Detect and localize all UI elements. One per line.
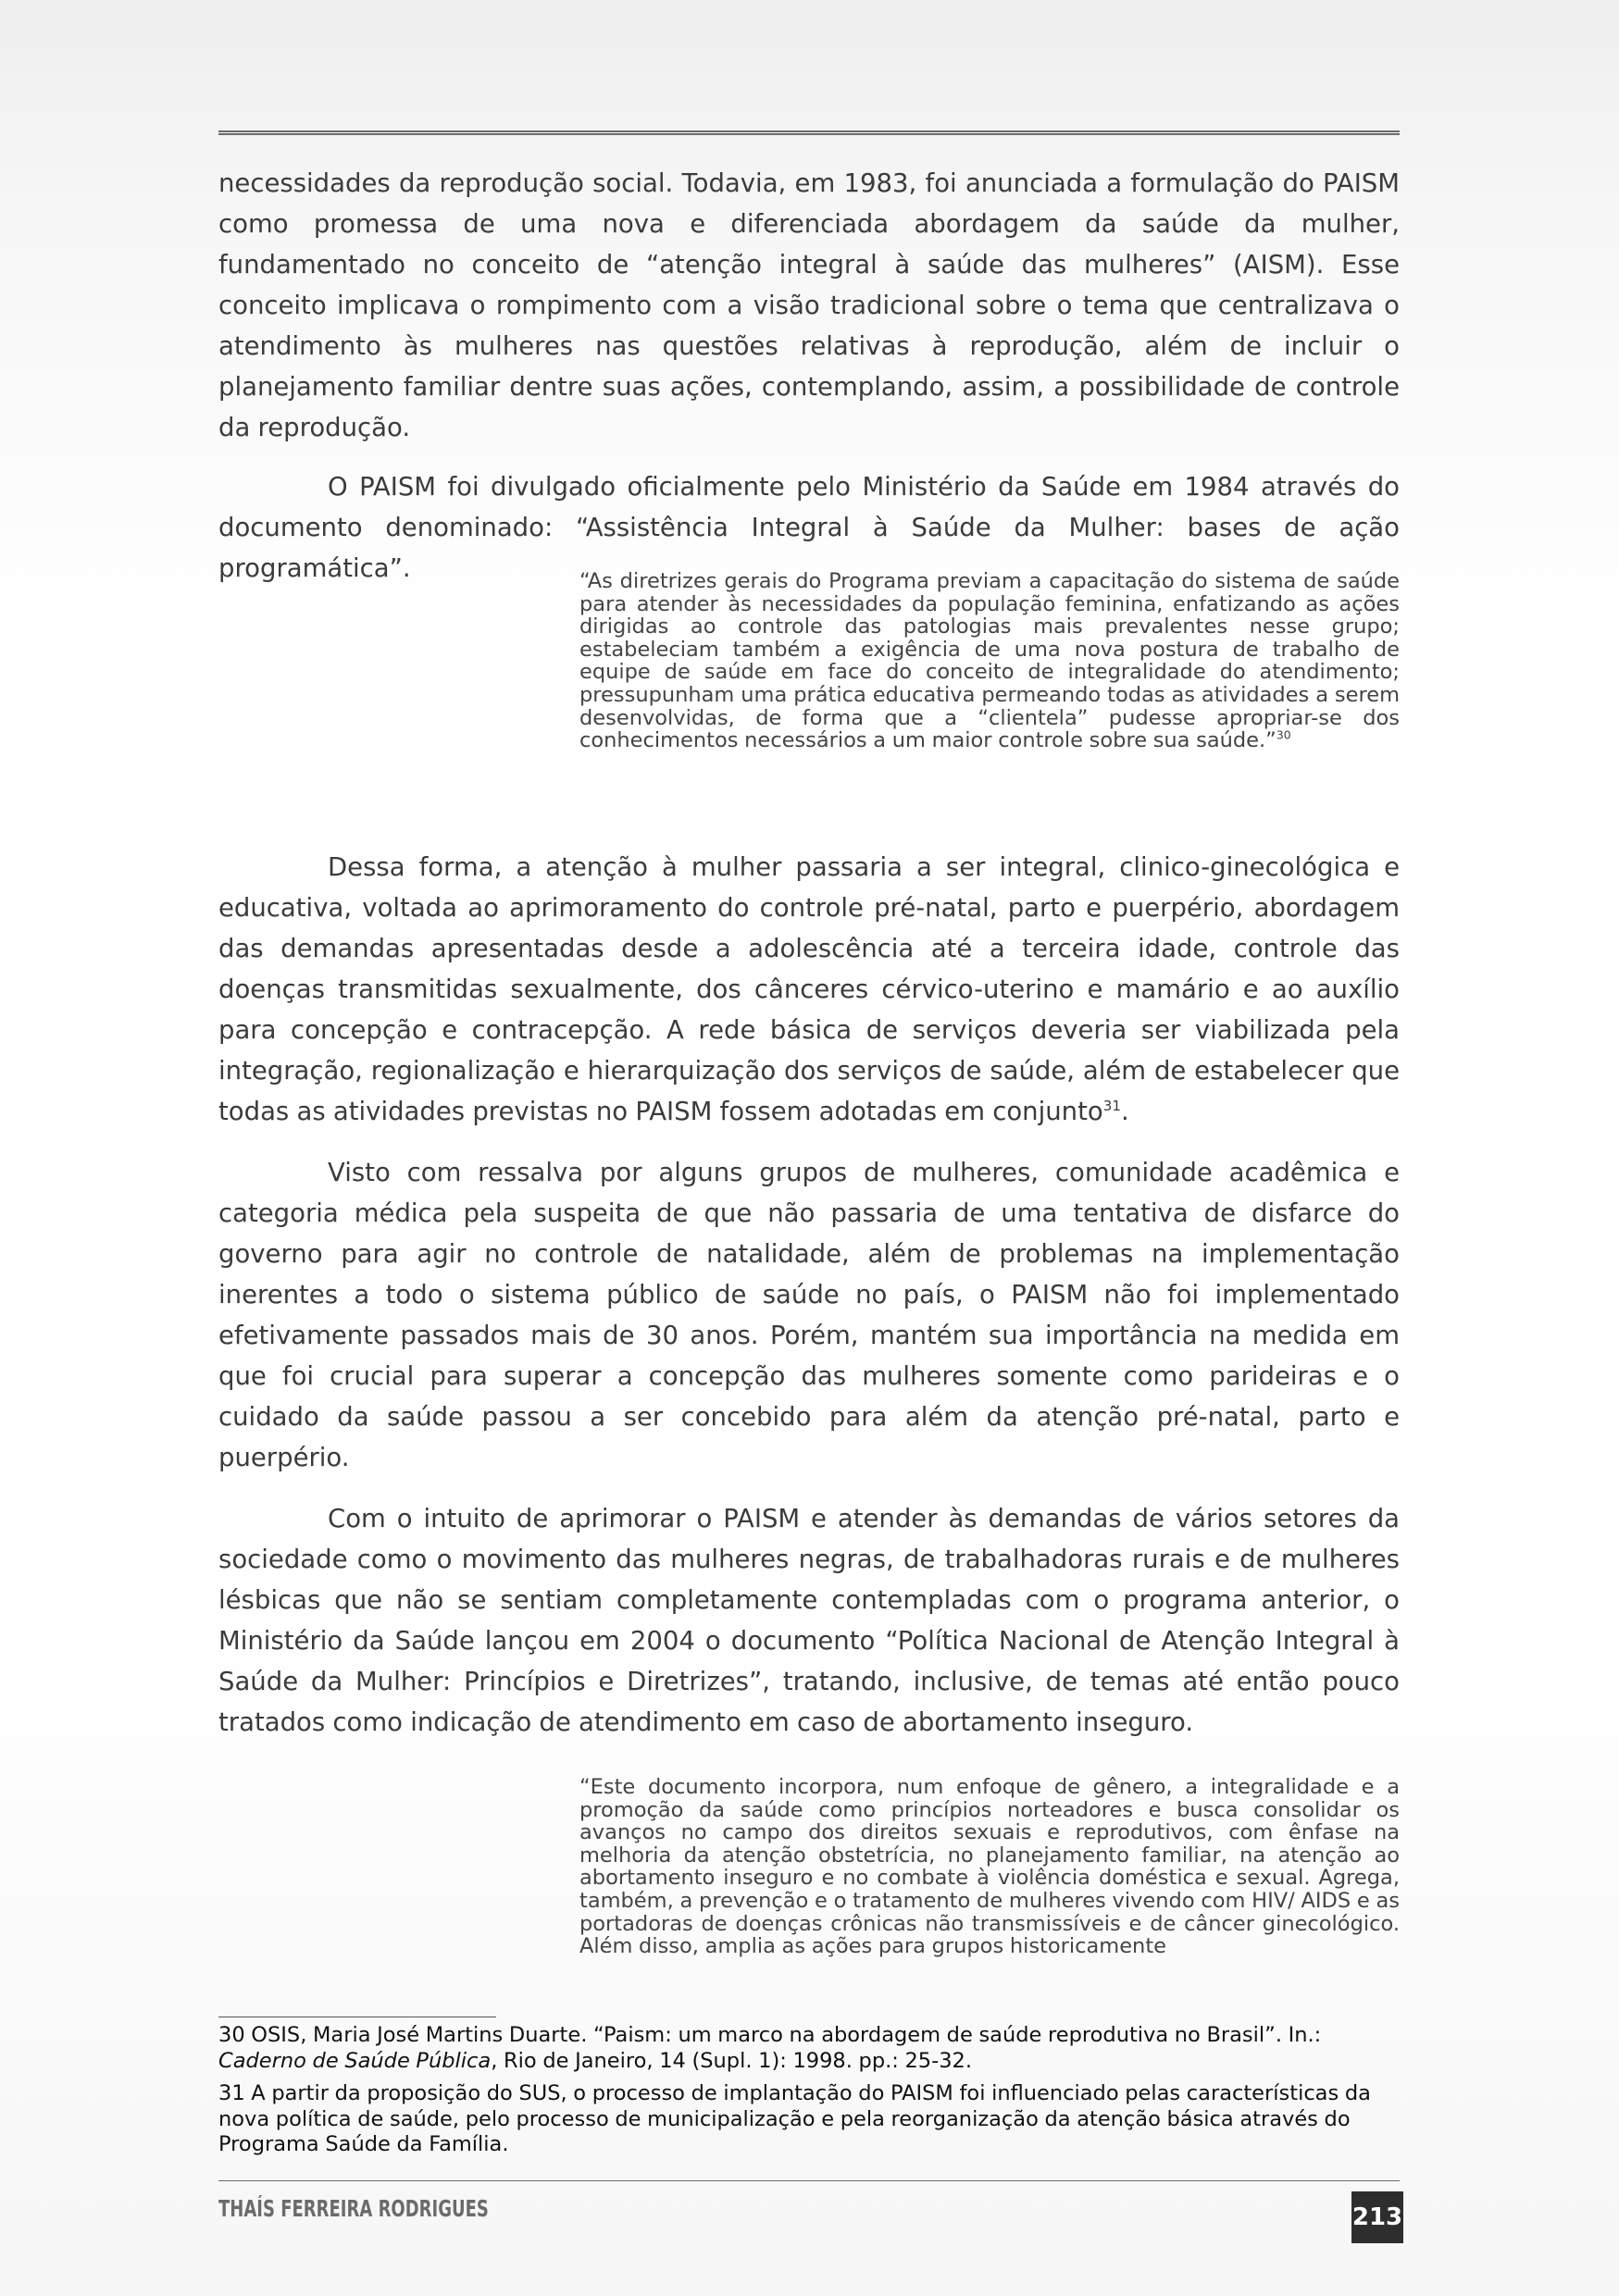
footnotes xyxy=(218,2023,1400,2166)
footnote-31: 31 A partir da proposição do SUS, o processo de implantação do PAISM foi influenciado pelas características da nova política de saúde, pelo processo de municipalização e pela reorganização da atenção básica através do Programa Saúde da Família. xyxy=(218,2081,1371,2156)
footer-rule xyxy=(218,2180,1400,2181)
block-quote-2-text: “Este documento incorpora, num enfoque de gênero, a integralidade e a promoção da saúde como princípios norteadores e busca consolidar os avanços no campo dos direitos sexuais e reprodutivos, com ênfase na melhoria da atenção obstetrícia, no planejamento familiar, na atenção ao abortamento inseguro e no combate à violência doméstica e sexual. Agrega, também, a prevenção e o tratamento de mulheres vivendo com HIV/ AIDS e as portadoras de doenças crônicas não transmissíveis e de câncer ginecológico. Além disso, amplia as ações para grupos historicamente xyxy=(579,1775,1400,1959)
paragraph-3 xyxy=(218,847,1400,1132)
paragraph-2: O PAISM foi divulgado oficialmente pelo Ministério da Saúde em 1984 através do documento denominado: “Assistência Integral à Saúde da Mulher: bases de ação programática”. xyxy=(218,472,1400,583)
paragraph-3-end: . xyxy=(1120,1097,1129,1126)
block-quote-1 xyxy=(579,570,1400,752)
footnote-30-pre: 30 OSIS, Maria José Martins Duarte. “Paism: um marco na abordagem de saúde reprodutiva no Brasil”. In.: xyxy=(218,2023,1322,2047)
footer-author: THAÍS FERREIRA RODRIGUES xyxy=(218,2195,489,2222)
block-quote-1-text: “As diretrizes gerais do Programa previam a capacitação do sistema de saúde para atender às necessidades da população feminina, enfatizando as ações dirigidas ao controle das patologias mais prevalentes nesse grupo; estabeleciam também a exigência de uma nova postura de trabalho de equipe de saúde em face do conceito de integralidade do atendimento; pressupunham uma prática educativa permeando todas as atividades a serem desenvolvidas, de forma que a “clientela” pudesse apropriar-se dos conhecimentos necessários a um maior controle sobre sua saúde.” xyxy=(579,569,1400,753)
body-block-top xyxy=(218,163,1400,589)
paragraph-3-text: Dessa forma, a atenção à mulher passaria a ser integral, clinico-ginecológica e educativa, voltada ao aprimoramento do controle pré-natal, parto e puerpério, abordagem das demandas apresentadas desde a adolescência até a terceira idade, controle das doenças transmitidas sexualmente, dos cânceres cérvico-uterino e mamário e ao auxílio para concepção e contracepção. A rede básica de serviços deveria ser viabilizada pela integração, regionalização e hierarquização dos serviços de saúde, além de estabelecer que todas as atividades previstas no PAISM fossem adotadas em conjunto xyxy=(218,852,1400,1126)
footnote-ref-30[interactable]: 30 xyxy=(1276,728,1291,742)
footnote-30-journal: Caderno de Saúde Pública xyxy=(218,2048,492,2073)
footnote-30-post: , Rio de Janeiro, 14 (Supl. 1): 1998. pp.: 25-32. xyxy=(491,2048,973,2073)
block-quote-2 xyxy=(579,1776,1400,1958)
paragraph-5: Com o intuito de aprimorar o PAISM e atender às demandas de vários setores da sociedade como o movimento das mulheres negras, de trabalhadoras rurais e de mulheres lésbicas que não se sentiam completamente contempladas com o programa anterior, o Ministério da Saúde lançou em 2004 o documento “Política Nacional de Atenção Integral à Saúde da Mulher: Princípios e Diretrizes”, tratando, inclusive, de temas até então pouco tratados como indicação de atendimento em caso de abortamento inseguro. xyxy=(218,1504,1400,1737)
footnote-ref-31[interactable]: 31 xyxy=(1102,1097,1121,1114)
paragraph-4: Visto com ressalva por alguns grupos de mulheres, comunidade acadêmica e categoria médica pela suspeita de que não passaria de uma tentativa de disfarce do governo para agir no controle de natalidade, além de problemas na implementação inerentes a todo o sistema público de saúde no país, o PAISM não foi implementado efetivamente passados mais de 30 anos. Porém, mantém sua importância na medida em que foi crucial para superar a concepção das mulheres somente como parideiras e o cuidado da saúde passou a ser concebido para além da atenção pré-natal, parto e puerpério. xyxy=(218,1158,1400,1472)
header-double-rule xyxy=(218,130,1400,135)
body-block-middle xyxy=(218,847,1400,1743)
page-number: 213 xyxy=(1351,2191,1403,2243)
paragraph-1: necessidades da reprodução social. Todavia, em 1983, foi anunciada a formulação do PAISM como promessa de uma nova e diferenciada abordagem da saúde da mulher, fundamentado no conceito de “atenção integral à saúde das mulheres” (AISM). Esse conceito implicava o rompimento com a visão tradicional sobre o tema que centralizava o atendimento às mulheres nas questões relativas à reprodução, além de incluir o planejamento familiar dentre suas ações, contemplando, assim, a possibilidade de controle da reprodução. xyxy=(218,168,1400,442)
footnote-30 xyxy=(218,2023,1400,2074)
